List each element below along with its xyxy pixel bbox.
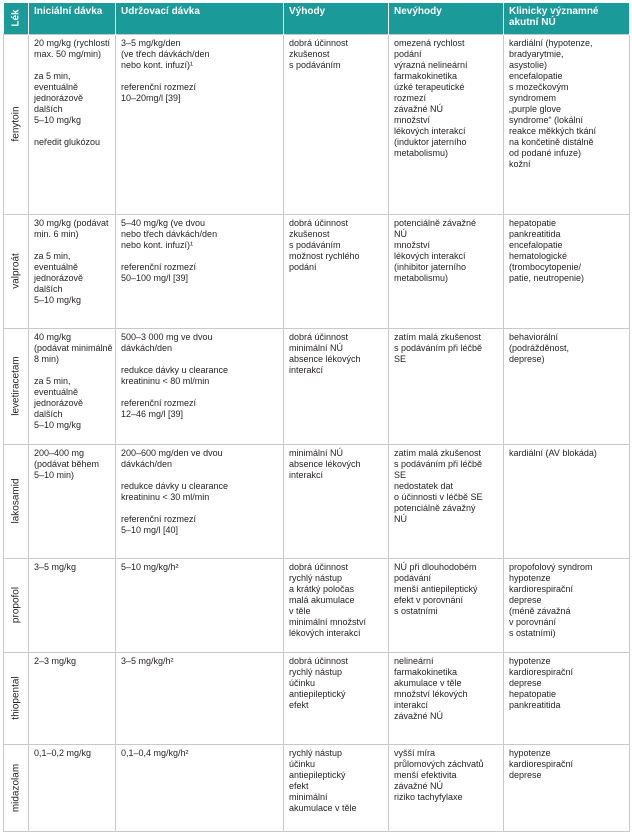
cell-line: (podávat během bbox=[34, 458, 100, 469]
initial-dose-cell bbox=[29, 652, 116, 744]
cell-line: 3–5 mg/kg bbox=[34, 561, 77, 572]
cell-line: 10–20mg/l [39] bbox=[121, 92, 181, 103]
cell-line: dobrá účinnost bbox=[289, 217, 349, 228]
cell-line: závažné NÚ bbox=[394, 780, 444, 791]
cell-line: kardiorespirační bbox=[509, 758, 574, 769]
cell-line: hematologické bbox=[509, 250, 568, 261]
cell-line: 0,1–0,4 mg/kg/h² bbox=[121, 747, 189, 758]
cell-line: závažné NÚ bbox=[394, 103, 444, 114]
cell-line: redukce dávky u clearance bbox=[121, 480, 229, 491]
cell-line: účinku bbox=[289, 758, 316, 769]
cell-line: za 5 min, eventuálně bbox=[34, 375, 79, 397]
cell-line: interakcí bbox=[394, 699, 429, 710]
initial-dose-cell bbox=[29, 214, 116, 328]
drug-name-cell bbox=[4, 744, 29, 831]
cell-line: 12–46 mg/l [39] bbox=[121, 408, 184, 419]
cell-line: s ostatními) bbox=[509, 627, 556, 638]
cell-line: kožní bbox=[509, 158, 531, 169]
initial-dose-cell bbox=[29, 328, 116, 444]
adverse-effects-cell bbox=[504, 328, 630, 444]
cell-line: 3–5 mg/kg/h² bbox=[121, 655, 174, 666]
cell-line: od podané infuze) bbox=[509, 147, 582, 158]
cell-line: interakcí bbox=[289, 364, 324, 375]
cell-spacer bbox=[34, 365, 113, 376]
cell-line: množství lékových bbox=[394, 688, 468, 699]
cell-line: jednorázově dalších bbox=[34, 92, 84, 114]
cell-line: referenční rozmezí bbox=[121, 261, 197, 272]
cell-line: na končetině distálně bbox=[509, 136, 594, 147]
drug-dosing-table bbox=[3, 3, 630, 832]
cell-line: podání bbox=[394, 48, 422, 59]
cell-line: absence lékových bbox=[289, 458, 361, 469]
cell-line: s podáváním při léčbě bbox=[394, 458, 483, 469]
cell-line: (induktor jaterního bbox=[394, 136, 467, 147]
cell-line: jednorázově dalších bbox=[34, 272, 84, 294]
cell-line: efekt bbox=[289, 780, 309, 791]
cell-line: nebo kont. infuzí)¹ bbox=[121, 239, 194, 250]
initial-dose-cell bbox=[29, 34, 116, 214]
cell-line: omezená rychlost bbox=[394, 37, 465, 48]
cell-line: s podáváním bbox=[289, 59, 341, 70]
disadvantages-cell bbox=[389, 652, 504, 744]
cell-line: encefalopatie bbox=[509, 239, 563, 250]
cell-line: 2–3 mg/kg bbox=[34, 655, 77, 666]
header-adverse-effects-line1: Klinicky významné bbox=[509, 6, 599, 17]
cell-line: 40 mg/kg bbox=[34, 331, 72, 342]
cell-line: (méně závažná bbox=[509, 605, 571, 616]
cell-line: bradyarytmie, bbox=[509, 48, 564, 59]
cell-line: v porovnání bbox=[509, 616, 557, 627]
cell-line: reakce měkkých tkání bbox=[509, 125, 597, 136]
cell-line: SE bbox=[394, 353, 407, 364]
cell-line: riziko tachyfylaxe bbox=[394, 791, 463, 802]
adverse-effects-cell bbox=[504, 558, 630, 652]
cell-line: akumulace v těle bbox=[289, 802, 357, 813]
table-row bbox=[4, 652, 630, 744]
drug-name: levetiracetam bbox=[10, 356, 22, 416]
cell-line: 5–10 mg/kg bbox=[34, 294, 82, 305]
cell-line: pankreatitida bbox=[509, 228, 561, 239]
advantages-cell bbox=[284, 744, 389, 831]
cell-line: (podávat minimálně bbox=[34, 342, 113, 353]
cell-line: syndromem bbox=[509, 92, 557, 103]
adverse-effects-cell bbox=[504, 214, 630, 328]
drug-name: valproát bbox=[10, 253, 22, 289]
maintenance-dose-cell bbox=[116, 744, 284, 831]
cell-line: malá akumulace bbox=[289, 594, 355, 605]
cell-line: lékových interakcí bbox=[289, 627, 361, 638]
disadvantages-cell bbox=[389, 214, 504, 328]
cell-line: nedostatek dat bbox=[394, 480, 454, 491]
cell-line: dávkách/den bbox=[121, 342, 173, 353]
cell-spacer bbox=[121, 354, 281, 365]
cell-line: lékových interakcí bbox=[394, 125, 466, 136]
cell-line: deprese bbox=[509, 677, 542, 688]
cell-line: minimální NÚ bbox=[289, 447, 344, 458]
cell-line: o účinnosti v léčbě SE bbox=[394, 491, 483, 502]
header-maintenance-dose: Udržovací dávka bbox=[116, 3, 284, 34]
initial-dose-cell bbox=[29, 444, 116, 558]
disadvantages-cell bbox=[389, 34, 504, 214]
advantages-cell bbox=[284, 34, 389, 214]
advantages-cell bbox=[284, 652, 389, 744]
cell-line: s ostatními bbox=[394, 605, 438, 616]
cell-line: s podáváním při léčbě bbox=[394, 342, 483, 353]
cell-line: metabolismu) bbox=[394, 147, 449, 158]
cell-line: dobrá účinnost bbox=[289, 331, 349, 342]
cell-line: neředit glukózou bbox=[34, 136, 101, 147]
cell-line: jednorázově dalších bbox=[34, 397, 84, 419]
cell-line: menší antiepileptický bbox=[394, 583, 478, 594]
cell-line: (inhibitor jaterního bbox=[394, 261, 467, 272]
cell-line: efekt bbox=[289, 699, 309, 710]
cell-line: kardiální (AV blokáda) bbox=[509, 447, 597, 458]
cell-line: 5–10 min) bbox=[34, 469, 75, 480]
cell-line: antiepileptický bbox=[289, 688, 346, 699]
cell-line: 200–400 mg bbox=[34, 447, 85, 458]
cell-line: 5–40 mg/kg (ve dvou bbox=[121, 217, 206, 228]
cell-line: pankreatitida bbox=[509, 699, 561, 710]
drug-name-cell bbox=[4, 214, 29, 328]
header-drug-label: Lék bbox=[10, 9, 22, 27]
cell-line: výrazná nelineární bbox=[394, 59, 468, 70]
cell-line: hypotenze bbox=[509, 655, 551, 666]
cell-line: min. 6 min) bbox=[34, 228, 79, 239]
cell-line: referenční rozmezí bbox=[121, 81, 197, 92]
drug-name: thiopental bbox=[10, 676, 22, 720]
cell-line: NÚ bbox=[394, 228, 407, 239]
maintenance-dose-cell bbox=[116, 328, 284, 444]
cell-line: 30 mg/kg (podávat bbox=[34, 217, 109, 228]
cell-line: závažné NÚ bbox=[394, 710, 444, 721]
cell-line: dobrá účinnost bbox=[289, 37, 349, 48]
cell-line: za 5 min, eventuálně bbox=[34, 250, 79, 272]
cell-line: s podáváním bbox=[289, 239, 341, 250]
cell-line: kardiorespirační bbox=[509, 666, 574, 677]
cell-line: dobrá účinnost bbox=[289, 655, 349, 666]
advantages-cell bbox=[284, 444, 389, 558]
cell-line: podání bbox=[289, 261, 317, 272]
adverse-effects-cell bbox=[504, 444, 630, 558]
cell-line: s mozečkovým bbox=[509, 81, 569, 92]
cell-line: nelineární bbox=[394, 655, 434, 666]
cell-line: deprese bbox=[509, 769, 542, 780]
cell-line: hypotenze bbox=[509, 747, 551, 758]
cell-line: „purple glove bbox=[509, 103, 562, 114]
table-body bbox=[4, 34, 630, 831]
cell-line: 20 mg/kg (rychlostí bbox=[34, 37, 111, 48]
maintenance-dose-cell bbox=[116, 558, 284, 652]
cell-line: NÚ bbox=[394, 513, 407, 524]
header-advantages: Výhody bbox=[284, 3, 389, 34]
maintenance-dose-cell bbox=[116, 214, 284, 328]
cell-line: minimální NÚ bbox=[289, 342, 344, 353]
maintenance-dose-cell bbox=[116, 34, 284, 214]
disadvantages-cell bbox=[389, 328, 504, 444]
table-row bbox=[4, 34, 630, 214]
cell-line: 50–100 mg/l [39] bbox=[121, 272, 189, 283]
cell-line: hepatopatie bbox=[509, 688, 557, 699]
table-row bbox=[4, 328, 630, 444]
maintenance-dose-cell bbox=[116, 652, 284, 744]
advantages-cell bbox=[284, 214, 389, 328]
cell-line: 500–3 000 mg ve dvou bbox=[121, 331, 213, 342]
header-adverse-effects-line2: akutní NÚ bbox=[509, 17, 556, 28]
cell-line: potenciálně závažný bbox=[394, 502, 476, 513]
cell-line: nebo kont. infuzí)¹ bbox=[121, 59, 194, 70]
cell-line: behaviorální bbox=[509, 331, 559, 342]
drug-name: midazolam bbox=[10, 763, 22, 812]
cell-line: interakcí bbox=[289, 469, 324, 480]
drug-name-cell bbox=[4, 34, 29, 214]
cell-line: patie, neutropenie) bbox=[509, 272, 585, 283]
disadvantages-cell bbox=[389, 744, 504, 831]
cell-line: 3–5 mg/kg/den bbox=[121, 37, 181, 48]
cell-line: 5–10 mg/kg/h² bbox=[121, 561, 179, 572]
cell-line: zatím malá zkušenost bbox=[394, 447, 482, 458]
cell-line: akumulace v těle bbox=[394, 677, 462, 688]
table-row bbox=[4, 214, 630, 328]
table-row bbox=[4, 558, 630, 652]
table-row bbox=[4, 744, 630, 831]
cell-line: kreatininu < 30 ml/min bbox=[121, 491, 210, 502]
cell-line: encefalopatie bbox=[509, 70, 563, 81]
cell-spacer bbox=[34, 60, 113, 71]
cell-line: referenční rozmezí bbox=[121, 397, 197, 408]
cell-line: za 5 min, eventuálně bbox=[34, 70, 79, 92]
drug-name-cell bbox=[4, 444, 29, 558]
adverse-effects-cell bbox=[504, 744, 630, 831]
cell-line: 0,1–0,2 mg/kg bbox=[34, 747, 92, 758]
cell-line: redukce dávky u clearance bbox=[121, 364, 229, 375]
cell-line: 5–10 mg/kg bbox=[34, 114, 82, 125]
cell-line: menší efektivita bbox=[394, 769, 457, 780]
cell-line: možnost rychlého bbox=[289, 250, 360, 261]
cell-line: kardiorespirační bbox=[509, 583, 574, 594]
cell-line: minimální bbox=[289, 791, 328, 802]
table-row bbox=[4, 444, 630, 558]
disadvantages-cell bbox=[389, 558, 504, 652]
advantages-cell bbox=[284, 558, 389, 652]
drug-name: propofol bbox=[10, 586, 22, 624]
cell-line: 5–10 mg/kg bbox=[34, 419, 82, 430]
cell-line: deprese bbox=[509, 594, 542, 605]
cell-line: podávání bbox=[394, 572, 432, 583]
cell-spacer bbox=[121, 71, 281, 82]
cell-spacer bbox=[121, 470, 281, 481]
disadvantages-cell bbox=[389, 444, 504, 558]
header-disadvantages: Nevýhody bbox=[389, 3, 504, 34]
cell-line: syndrome“ (lokální bbox=[509, 114, 584, 125]
cell-line: metabolismu) bbox=[394, 272, 449, 283]
header-initial-dose: Iniciální dávka bbox=[29, 3, 116, 34]
maintenance-dose-cell bbox=[116, 444, 284, 558]
cell-spacer bbox=[121, 387, 281, 398]
cell-line: efekt v porovnání bbox=[394, 594, 464, 605]
cell-line: farmakokinetika bbox=[394, 666, 458, 677]
cell-line: zatím malá zkušenost bbox=[394, 331, 482, 342]
cell-line: propofolový syndrom bbox=[509, 561, 593, 572]
table-header bbox=[4, 3, 630, 34]
cell-line: množství bbox=[394, 114, 431, 125]
cell-line: asystolie) bbox=[509, 59, 548, 70]
cell-line: účinku bbox=[289, 677, 316, 688]
cell-line: úzké terapeutické bbox=[394, 81, 465, 92]
cell-line: hypotenze bbox=[509, 572, 551, 583]
cell-line: nebo třech dávkách/den bbox=[121, 228, 218, 239]
cell-line: rozmezí bbox=[394, 92, 427, 103]
cell-spacer bbox=[34, 126, 113, 137]
adverse-effects-cell bbox=[504, 652, 630, 744]
cell-line: a krátký poločas bbox=[289, 583, 355, 594]
cell-line: 8 min) bbox=[34, 353, 60, 364]
cell-line: (trombocytopenie/ bbox=[509, 261, 582, 272]
cell-line: zkušenost bbox=[289, 48, 330, 59]
cell-line: potenciálně závažné bbox=[394, 217, 477, 228]
cell-line: minimální množství bbox=[289, 616, 367, 627]
header-adverse-effects bbox=[504, 3, 630, 34]
cell-line: kardiální (hypotenze, bbox=[509, 37, 593, 48]
cell-line: dobrá účinnost bbox=[289, 561, 349, 572]
header-drug bbox=[4, 3, 29, 34]
initial-dose-cell bbox=[29, 558, 116, 652]
initial-dose-cell bbox=[29, 744, 116, 831]
cell-line: rychlý nástup bbox=[289, 747, 343, 758]
drug-name-cell bbox=[4, 652, 29, 744]
cell-line: zkušenost bbox=[289, 228, 330, 239]
cell-line: referenční rozmezí bbox=[121, 513, 197, 524]
cell-line: hepatopatie bbox=[509, 217, 557, 228]
cell-line: 5–10 mg/l [40] bbox=[121, 524, 179, 535]
cell-line: množství bbox=[394, 239, 431, 250]
cell-line: antiepileptický bbox=[289, 769, 346, 780]
cell-line: (podrážděnost, bbox=[509, 342, 570, 353]
cell-line: rychlý nástup bbox=[289, 666, 343, 677]
cell-line: kreatininu < 80 ml/min bbox=[121, 375, 210, 386]
cell-line: farmakokinetika bbox=[394, 70, 458, 81]
cell-line: NÚ při dlouhodobém bbox=[394, 561, 477, 572]
cell-line: (ve třech dávkách/den bbox=[121, 48, 210, 59]
drug-name-cell bbox=[4, 558, 29, 652]
drug-name-cell bbox=[4, 328, 29, 444]
drug-name: fenytoin bbox=[10, 106, 22, 142]
cell-line: rychlý nástup bbox=[289, 572, 343, 583]
advantages-cell bbox=[284, 328, 389, 444]
cell-line: SE bbox=[394, 469, 407, 480]
cell-line: průlomových záchvatů bbox=[394, 758, 484, 769]
cell-line: absence lékových bbox=[289, 353, 361, 364]
cell-line: dávkách/den bbox=[121, 458, 173, 469]
cell-spacer bbox=[34, 240, 113, 251]
cell-line: 200–600 mg/den ve dvou bbox=[121, 447, 223, 458]
cell-line: max. 50 mg/min) bbox=[34, 48, 102, 59]
cell-spacer bbox=[121, 503, 281, 514]
cell-line: vyšší míra bbox=[394, 747, 436, 758]
adverse-effects-cell bbox=[504, 34, 630, 214]
cell-line: lékových interakcí bbox=[394, 250, 466, 261]
cell-line: deprese) bbox=[509, 353, 545, 364]
cell-spacer bbox=[121, 251, 281, 262]
cell-line: v těle bbox=[289, 605, 311, 616]
drug-name: lakosamid bbox=[10, 478, 22, 524]
